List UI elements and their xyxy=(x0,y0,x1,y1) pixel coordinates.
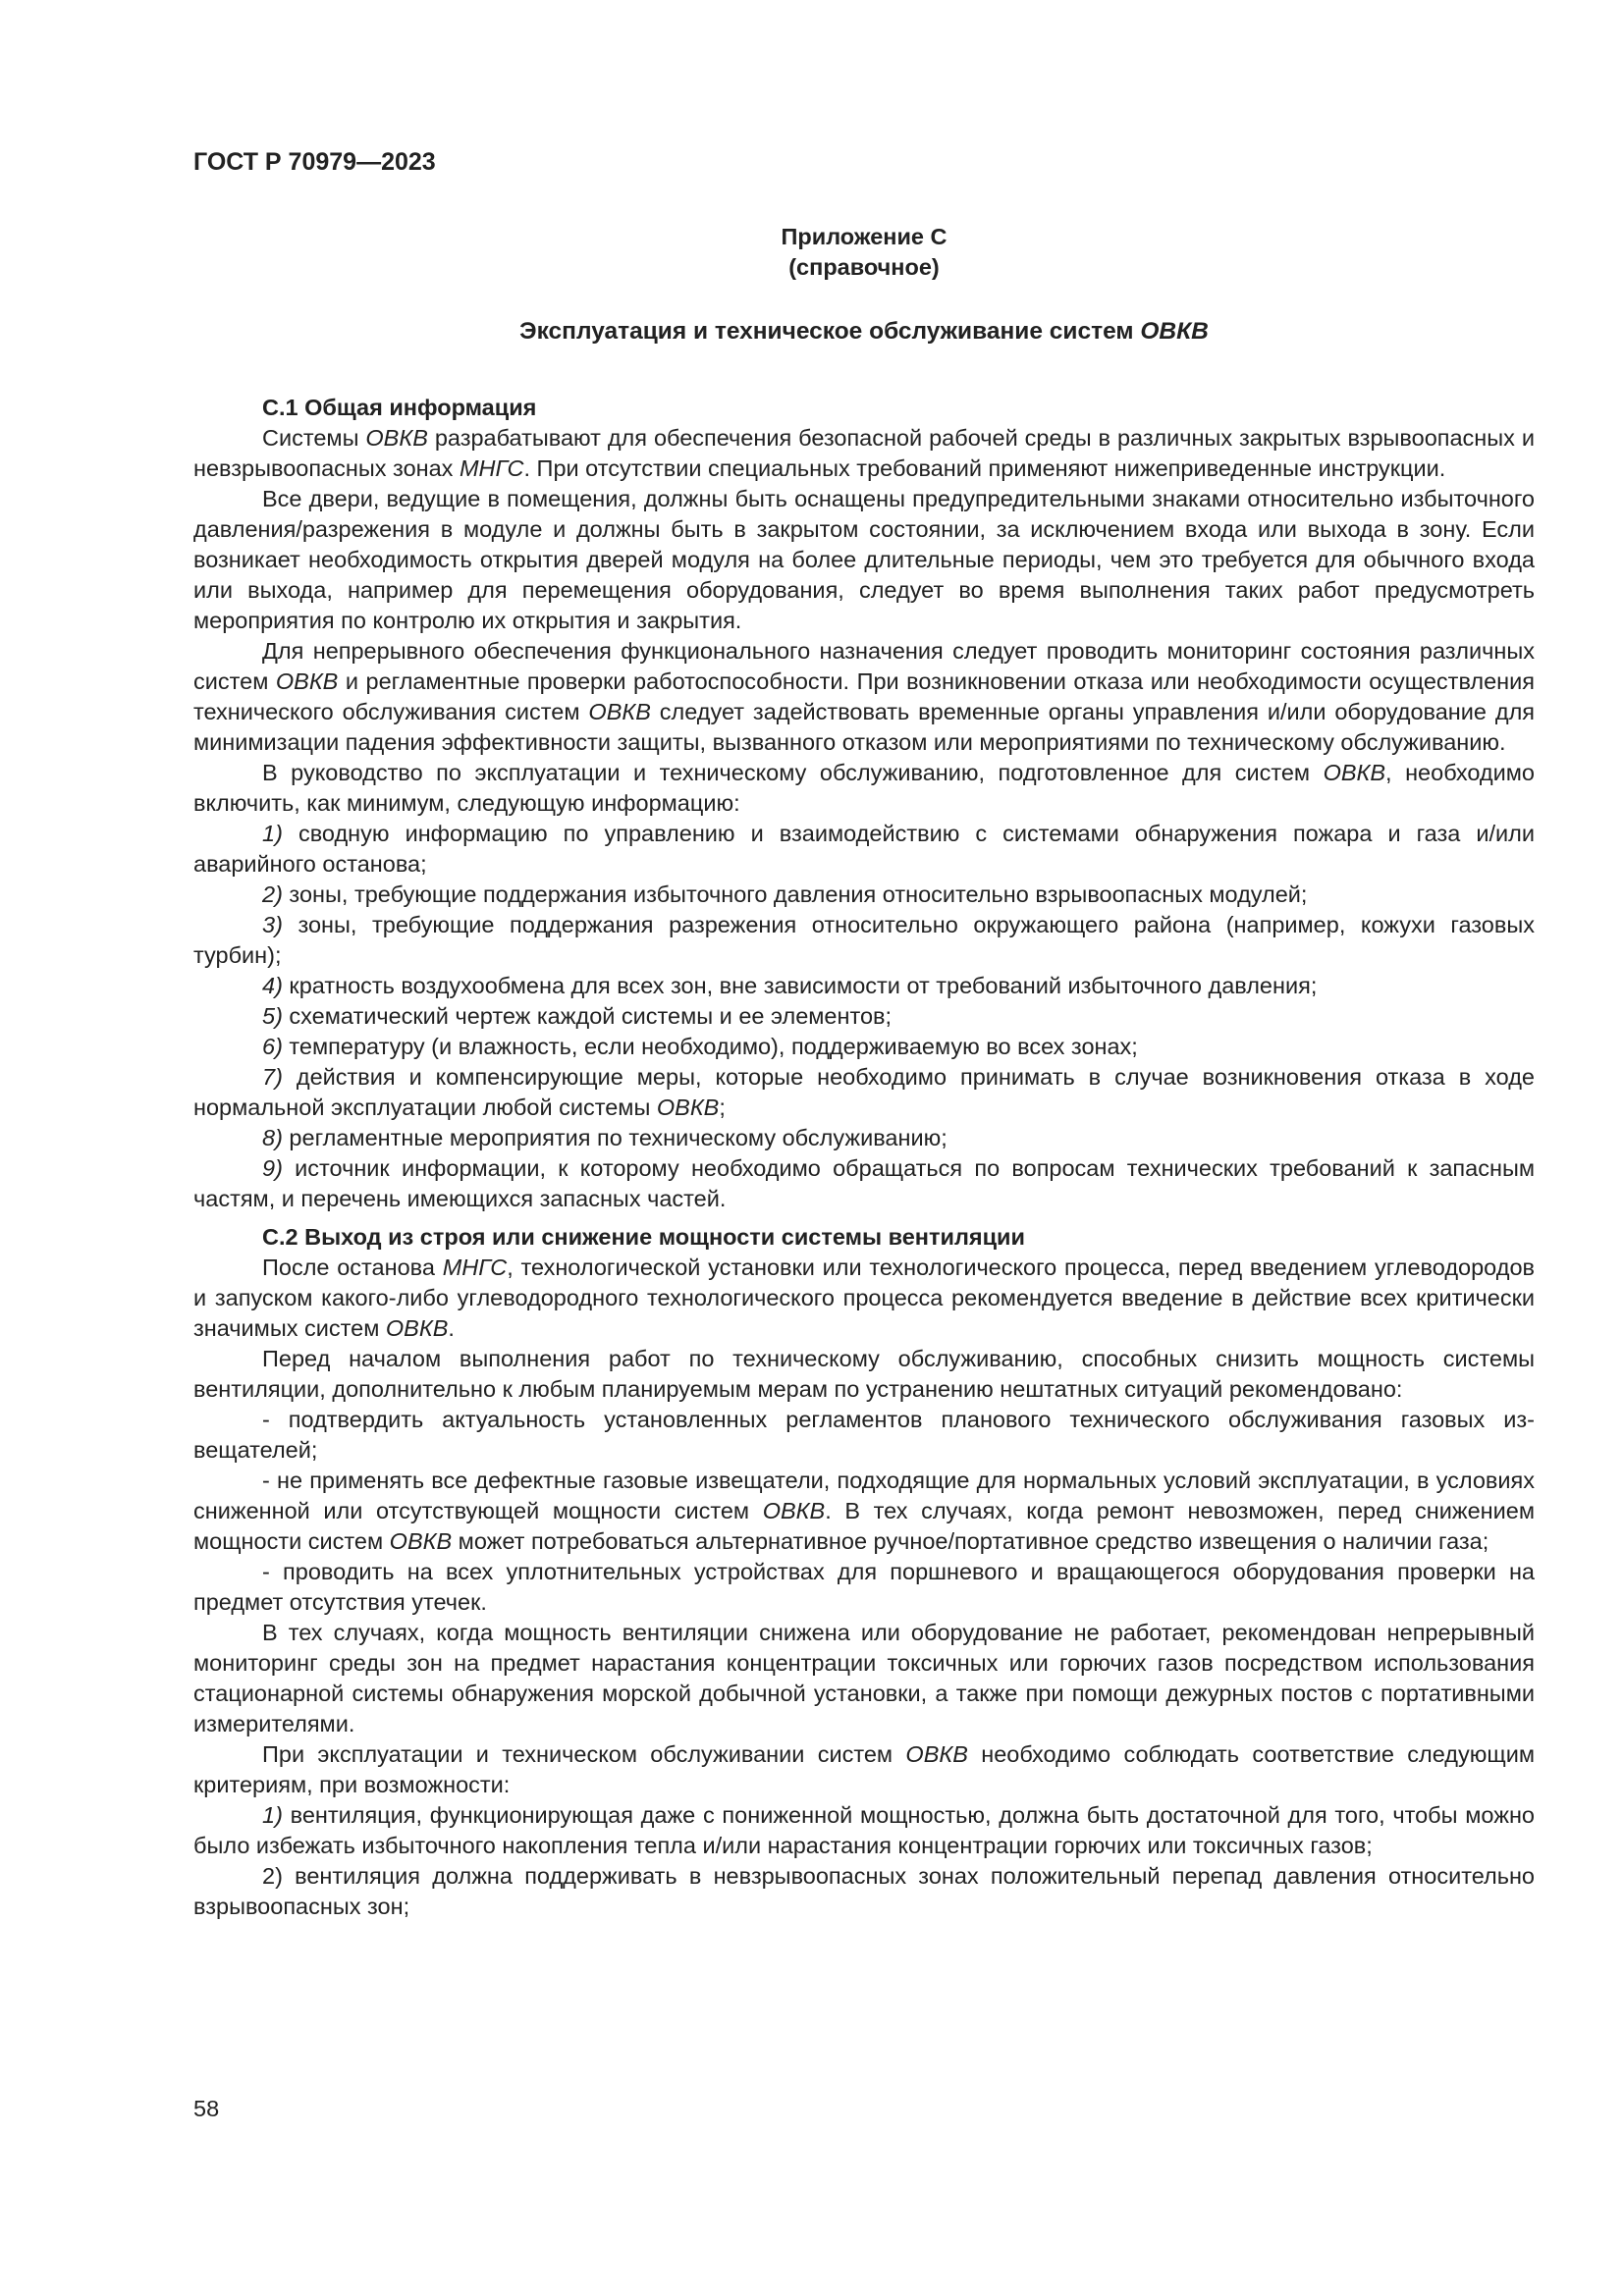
annex-title: Эксплуатация и техническое обслуживание систем ОВКВ xyxy=(519,318,1209,345)
section-1-paragraph-1: Системы ОВКВ разрабатывают для обеспечения безопасной рабочей среды в различных закрытых взрывоопасных и невзрывоопасных зонах МНГС. При отсутствии специальных требований применяют нижеприведенные инструкции. xyxy=(193,425,1535,481)
section-2-paragraph-3: В тех случаях, когда мощность вентиляции снижена или оборудование не работает, рекомендован непрерывный мониторинг среды зон на предмет нарастания концентрации токсичных или горючих газов посредством использования стационарной системы обнаружения морской добычной установки, а также при помощи дежурных постов с портативными измерителями. xyxy=(193,1620,1535,1736)
list-item: 8) регламентные мероприятия по техническому обслуживанию; xyxy=(262,1125,947,1150)
section-1-paragraph-3: Для непрерывного обеспечения функционального назначения следует проводить мониторинг состояния различных систем ОВКВ и регламентные проверки работоспособности. При возникновении отказа или необходимости осуществления технического обслуживания систем ОВКВ следует задействовать временные органы управления и/или оборудование для минимизации падения эффективности защиты, вызванного отказом или мероприятиями по техническому обслуживанию. xyxy=(193,638,1536,755)
list-item: 6) температуру (и влажность, если необходимо), поддерживаемую во всех зонах; xyxy=(262,1034,1138,1059)
page-number: 58 xyxy=(193,2096,220,2121)
annex-type: (справочное) xyxy=(788,254,940,280)
section-2-paragraph-2: Перед началом выполнения работ по техническому обслуживанию, способных снизить мощность системы вентиляции, дополнительно к любым планируемым мерам по устранению нештатных ситуаций рекомендовано: xyxy=(193,1346,1535,1402)
document-code: ГОСТ Р 70979—2023 xyxy=(193,148,436,176)
criteria-item: 2) вентиляция должна поддерживать в невзрывоопасных зонах положительный перепад давления относительно взрывоопасных зон; xyxy=(193,1863,1535,1919)
list-item: 7) действия и компенсирующие меры, которые необходимо принимать в случае возникновения отказа в ходе нормальной эксплуатации любой системы ОВКВ; xyxy=(193,1064,1535,1120)
section-1-paragraph-4: В руководство по эксплуатации и техническому обслуживанию, подготовленное для систем ОВКВ, необходимо включить, как минимум, следующую информацию: xyxy=(193,760,1535,816)
list-item: 3) зоны, требующие поддержания разрежения относительно окружающего района (например, кожухи газовых турбин); xyxy=(193,912,1535,968)
list-item: 1) сводную информацию по управлению и взаимодействию с системами обнаружения пожара и газа и/или аварийного останова; xyxy=(193,821,1535,877)
annex-heading xyxy=(193,222,1535,283)
section-1-paragraph-2: Все двери, ведущие в помещения, должны быть оснащены предупредительными знаками относительно избыточного давления/разрежения в модуле и должны быть в закрытом состоянии, за исключением входа или выхода в зону. Если возникает необходимость открытия дверей модуля на более длительные периоды, чем это требуется для обычного входа или выхода, например для перемещения оборудования, следует во время выполнения таких работ предусмотреть мероприятия по контролю их открытия и закрытия. xyxy=(193,486,1535,633)
list-item: 5) схематический чертеж каждой системы и ее элементов; xyxy=(262,1003,893,1029)
document-body xyxy=(193,393,1535,1922)
annex-label: Приложение С xyxy=(781,224,947,249)
section-2-heading: С.2 Выход из строя или снижение мощности системы вентиляции xyxy=(262,1224,1025,1250)
list-item: 9) источник информации, к которому необходимо обращаться по вопросам технических требований к запасным частям, и перечень имеющихся запасных частей. xyxy=(193,1155,1535,1211)
list-item: 2) зоны, требующие поддержания избыточного давления относительно взрывоопасных модулей; xyxy=(262,881,1308,907)
criteria-item: 1) вентиляция, функционирующая даже с пониженной мощностью, должна быть достаточной для того, чтобы можно было избежать избыточного накопления тепла и/или нарастания концентрации горючих или токсичных газов; xyxy=(193,1802,1535,1858)
list-item: 4) кратность воздухообмена для всех зон, вне зависимости от требований избыточного давления; xyxy=(262,973,1318,998)
dash-item: - подтвердить актуальность установленных регламентов планового технического обслуживания газовых извещателей; xyxy=(193,1407,1535,1463)
dash-item: - не применять все дефектные газовые извещатели, подходящие для нормальных условий эксплуатации, в условиях сниженной или отсутствующей мощности систем ОВКВ. В тех случаях, когда ремонт невозможен, перед снижением мощности систем ОВКВ может потребоваться альтернативное ручное/портативное средство извещения о наличии газа; xyxy=(193,1468,1536,1554)
dash-item: - проводить на всех уплотнительных устройствах для поршневого и вращающегося оборудования проверки на предмет отсутствия утечек. xyxy=(193,1559,1535,1615)
section-2-paragraph-1: После останова МНГС, технологической установки или технологического процесса, перед введением углеводородов и запуском какого-либо углеводородного технологического процесса рекомендуется введение в действие всех критически значимых систем ОВКВ. xyxy=(193,1255,1535,1341)
section-2-paragraph-4: При эксплуатации и техническом обслуживании систем ОВКВ необходимо соблюдать соответствие следующим критериям, при возможности: xyxy=(193,1741,1536,1797)
section-1-heading: С.1 Общая информация xyxy=(262,395,537,420)
